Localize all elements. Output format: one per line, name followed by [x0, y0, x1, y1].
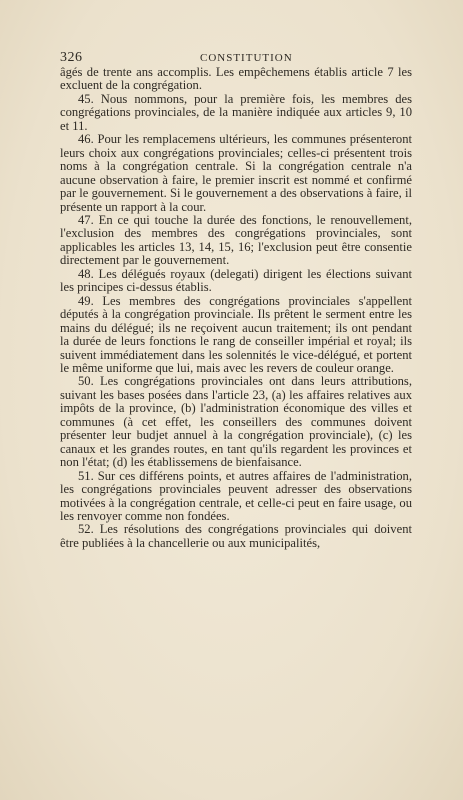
article-52: 52. Les résolutions des congrégations provinciales qui doivent être publiées à la chancellerie ou aux municipalités,: [60, 522, 412, 550]
article-48: 48. Les délégués royaux (delegati) dirigent les élections suivant les principes ci-dessus établis.: [60, 266, 412, 295]
article-50: 50. Les congrégations provinciales ont dans leurs attributions, suivant les bases posées dans l'article 23, (a) les affaires relatives aux impôts de la province, (b) l'administration économique des villes et communes (à cet effet, les conseillers des communes doivent présenter leur budjet annuel à la congrégation provinciale), (c) les canaux et les grandes routes, en tant qu'ils regardent les provinces et non l'état; (d) les établissemens de bienfaisance.: [60, 374, 412, 470]
page-header: [60, 50, 412, 66]
paragraph-continuation: âgés de trente ans accomplis. Les empêchemens établis article 7 les excluent de la congrégation.: [60, 65, 412, 93]
page-body: [60, 66, 412, 550]
running-title: CONSTITUTION: [200, 52, 293, 64]
article-46: 46. Pour les remplacemens ultérieurs, les communes présenteront leurs choix aux congrégations provinciales; celles-ci présentent trois noms à la congrégation centrale. Si la congrégation centrale n'a aucune observation à faire, le premier inscrit est nommé et confirmé par le gouvernement. Si le gouvernement a des observations à faire, il présente un rapport à la cour.: [60, 132, 412, 214]
page-number: 326: [60, 50, 83, 65]
article-47: 47. En ce qui touche la durée des fonctions, le renouvellement, l'exclusion des membres des congrégations provinciales, sont applicables les articles 13, 14, 15, 16; l'exclusion peut être consentie directement par le gouvernement.: [60, 212, 412, 268]
article-45: 45. Nous nommons, pour la première fois, les membres des congrégations provinciales, de la manière indiquée aux articles 9, 10 et 11.: [60, 91, 412, 133]
article-51: 51. Sur ces différens points, et autres affaires de l'administration, les congrégations provinciales peuvent adresser des observations motivées à la congrégation centrale, et celle-ci peut en faire usage, ou les renvoyer comme non fondées.: [60, 468, 412, 523]
article-49: 49. Les membres des congrégations provinciales s'appellent députés à la congrégation provinciale. Ils prêtent le serment entre les mains du délégué; ils ne reçoivent aucun traitement; ils ont pendant la durée de leurs fonctions le rang de conseiller impérial et royal; ils suivent immédiatement dans les solennités le vice-délégué, et portent le même uniforme que lui, mais avec les revers de couleur orange.: [60, 293, 412, 375]
